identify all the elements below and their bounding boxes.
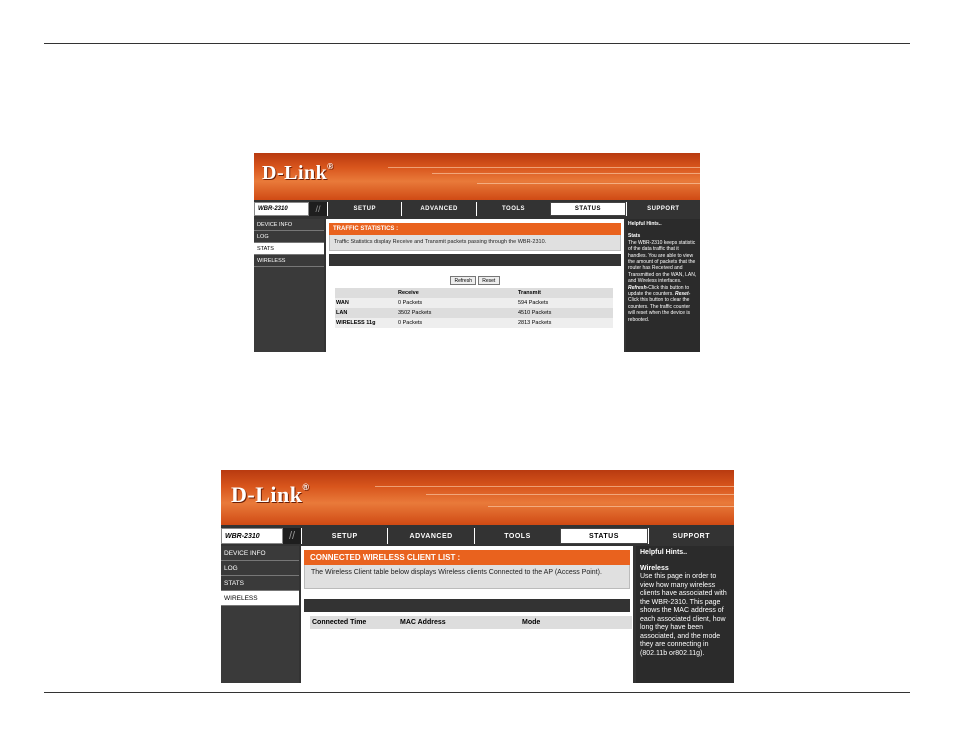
- sidebar-item-device-info[interactable]: DEVICE INFO: [254, 219, 324, 231]
- sidebar-item-log[interactable]: LOG: [254, 231, 324, 243]
- model-badge: WBR-2310: [254, 202, 309, 216]
- tab-setup[interactable]: SETUP: [327, 202, 401, 216]
- sidebar-item-wireless[interactable]: WIRELESS: [254, 255, 324, 267]
- button-row: [329, 276, 621, 285]
- section-description: The Wireless Client table below displays Wireless clients Connected to the AP (Access Point).: [304, 565, 630, 589]
- dlink-logo: D-Link®: [231, 482, 310, 507]
- hints-subtitle: Stats: [628, 233, 641, 240]
- tab-tools[interactable]: TOOLS: [476, 202, 550, 216]
- hints-text: The WBR-2310 keeps statistic of the data traffic that it handles. You are able to view the amount of packets that the router has Received and Transmitted on the WAN, LAN, and Wireless interfaces.: [628, 239, 697, 285]
- tab-support[interactable]: SUPPORT: [626, 202, 700, 216]
- tab-support[interactable]: SUPPORT: [648, 528, 734, 544]
- tab-status[interactable]: STATUS: [560, 528, 647, 544]
- traffic-table: [335, 288, 613, 328]
- table-header-row: Connected Time MAC Address Mode: [310, 616, 632, 629]
- wireless-client-table: [310, 616, 632, 629]
- header-banner: [221, 470, 734, 525]
- sidebar-item-stats[interactable]: STATS: [221, 576, 299, 591]
- wireless-clients-screenshot: [221, 470, 734, 683]
- hints-title: Helpful Hints..: [640, 549, 688, 556]
- top-rule: [44, 43, 910, 44]
- traffic-stats-screenshot: [254, 153, 700, 352]
- sidebar-item-stats[interactable]: STATS: [254, 243, 324, 255]
- divider-bar: [304, 599, 630, 612]
- main-content: [301, 546, 633, 683]
- sidebar-item-log[interactable]: LOG: [221, 561, 299, 576]
- table-row: WAN 0 Packets 594 Packets: [335, 298, 613, 308]
- sidebar-item-device-info[interactable]: DEVICE INFO: [221, 546, 299, 561]
- tab-status[interactable]: STATUS: [550, 202, 625, 216]
- sidebar: [221, 546, 299, 683]
- tab-tools[interactable]: TOOLS: [474, 528, 560, 544]
- tab-setup[interactable]: SETUP: [301, 528, 387, 544]
- tab-advanced[interactable]: ADVANCED: [401, 202, 475, 216]
- header-banner: [254, 153, 700, 200]
- table-row: LAN 3502 Packets 4510 Packets: [335, 308, 613, 318]
- dlink-logo: D-Link®: [262, 162, 334, 184]
- sidebar-item-wireless[interactable]: WIRELESS: [221, 591, 299, 606]
- hints-subtitle: Wireless: [640, 564, 669, 572]
- section-title: TRAFFIC STATISTICS :: [329, 223, 621, 235]
- helpful-hints-panel: Helpful Hints.. Stats The WBR-2310 keeps statistic of the data traffic that it handles. You are able to view the amount of packets that the router has Received and Transmitted on the WAN, LAN, and Wireless interfaces. Refresh-Click this button to update the counters. Reset-Click this button to clear the counters. The traffic counter will reset when the device is rebooted.: [626, 219, 700, 352]
- sidebar: [254, 219, 324, 352]
- reset-button[interactable]: Reset: [478, 276, 500, 285]
- section-description: Traffic Statistics display Receive and Transmit packets passing through the WBR-2310.: [329, 235, 621, 251]
- hints-title: Helpful Hints..: [628, 221, 662, 227]
- tab-advanced[interactable]: ADVANCED: [387, 528, 473, 544]
- section-title: CONNECTED WIRELESS CLIENT LIST :: [304, 550, 630, 565]
- divider-bar: [329, 254, 621, 266]
- table-row: WIRELESS 11g 0 Packets 2813 Packets: [335, 318, 613, 328]
- main-content: [326, 219, 624, 352]
- helpful-hints-panel: [636, 546, 734, 683]
- hints-text: Use this page in order to view how many wireless clients have associated with the WBR-2310. This page shows the MAC address of each associated client, how long they have been associated, and the mode they are connecting in (802.11b or802.11g).: [640, 573, 727, 657]
- model-badge: WBR-2310: [221, 528, 283, 544]
- top-nav: WBR-2310 // SETUP ADVANCED TOOLS STATUS SUPPORT: [254, 202, 700, 216]
- table-header-row: Receive Transmit: [335, 288, 613, 298]
- refresh-button[interactable]: Refresh: [450, 276, 476, 285]
- top-nav: WBR-2310 // SETUP ADVANCED TOOLS STATUS SUPPORT: [221, 528, 734, 544]
- bottom-rule: [44, 692, 910, 693]
